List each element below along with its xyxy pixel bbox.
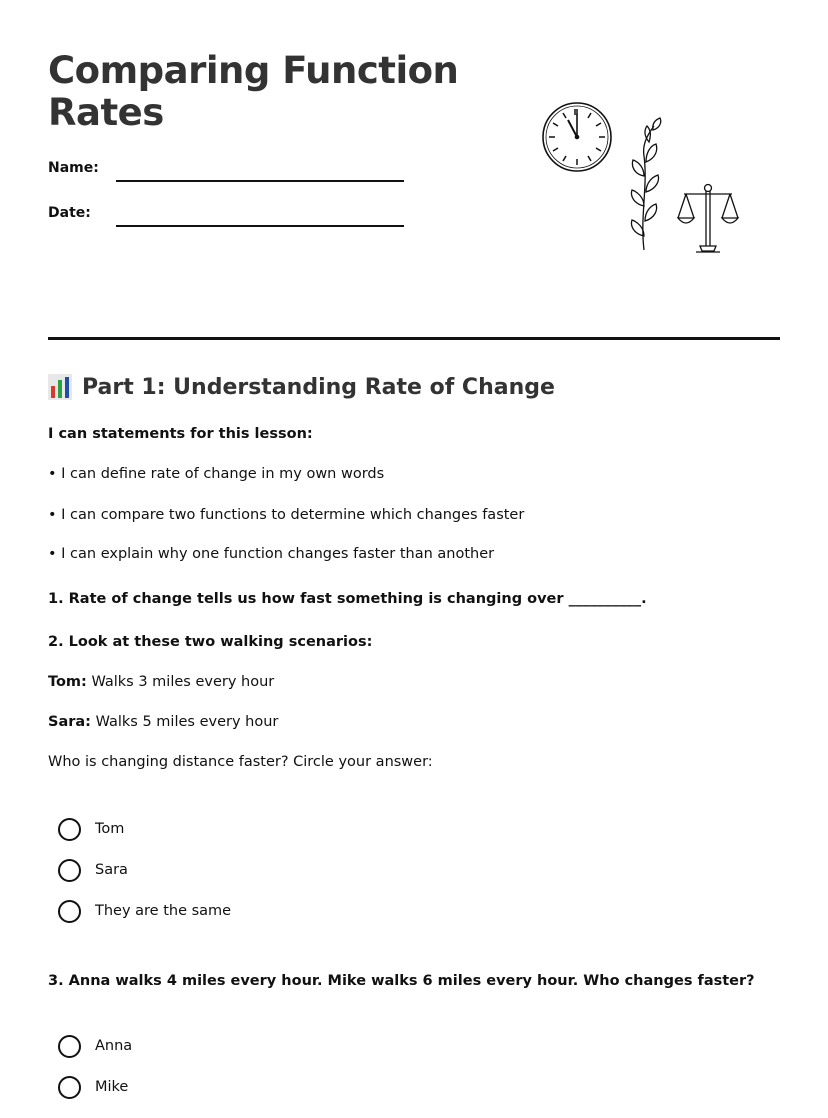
part1-heading-text: Part 1: Understanding Rate of Change <box>82 374 555 400</box>
section-divider <box>48 337 780 340</box>
q2-option-sara[interactable] <box>58 858 128 882</box>
scale-icon <box>678 185 738 253</box>
title-line-1: Comparing Function <box>48 49 459 92</box>
scenario-tom-label: Tom: <box>48 674 87 690</box>
statements-label: I can statements for this lesson: <box>48 426 313 442</box>
name-field[interactable] <box>116 180 404 182</box>
date-field[interactable] <box>116 225 404 227</box>
option-label: They are the same <box>95 903 232 919</box>
scenario-sara-label: Sara: <box>48 714 91 730</box>
question-2-prompt: Who is changing distance faster? Circle your answer: <box>48 754 433 770</box>
part1-heading <box>48 374 555 400</box>
radio-button[interactable] <box>58 859 81 882</box>
title-line-2: Rates <box>48 91 164 134</box>
question-2: 2. Look at these two walking scenarios: <box>48 634 373 650</box>
name-label: Name: <box>48 160 99 176</box>
bar-chart-icon <box>48 374 72 400</box>
clock-icon <box>543 103 611 171</box>
radio-button[interactable] <box>58 900 81 923</box>
option-label: Mike <box>95 1079 129 1095</box>
scenario-sara <box>48 714 278 730</box>
scenario-tom-text: Walks 3 miles every hour <box>86 674 275 690</box>
q3-option-mike[interactable] <box>58 1075 128 1099</box>
q3-option-anna[interactable] <box>58 1034 132 1058</box>
worksheet-title <box>48 50 458 134</box>
radio-button[interactable] <box>58 1076 81 1099</box>
option-label: Sara <box>95 862 128 878</box>
statement-item: • I can explain why one function changes faster than another <box>48 546 495 562</box>
radio-button[interactable] <box>58 818 81 841</box>
header-illustration <box>536 96 746 256</box>
statement-item: • I can define rate of change in my own words <box>48 466 385 482</box>
question-3: 3. Anna walks 4 miles every hour. Mike walks 6 miles every hour. Who changes faster? <box>48 973 755 989</box>
option-label: Tom <box>95 821 125 837</box>
radio-button[interactable] <box>58 1035 81 1058</box>
scenario-sara-text: Walks 5 miles every hour <box>90 714 279 730</box>
date-label: Date: <box>48 205 91 221</box>
q2-option-tom[interactable] <box>58 817 124 841</box>
statement-item: • I can compare two functions to determine which changes faster <box>48 507 525 523</box>
plant-icon <box>632 118 661 250</box>
scenario-tom <box>48 674 274 690</box>
option-label: Anna <box>95 1038 133 1054</box>
q2-option-same[interactable] <box>58 899 231 923</box>
question-1: 1. Rate of change tells us how fast something is changing over __________. <box>48 591 647 607</box>
